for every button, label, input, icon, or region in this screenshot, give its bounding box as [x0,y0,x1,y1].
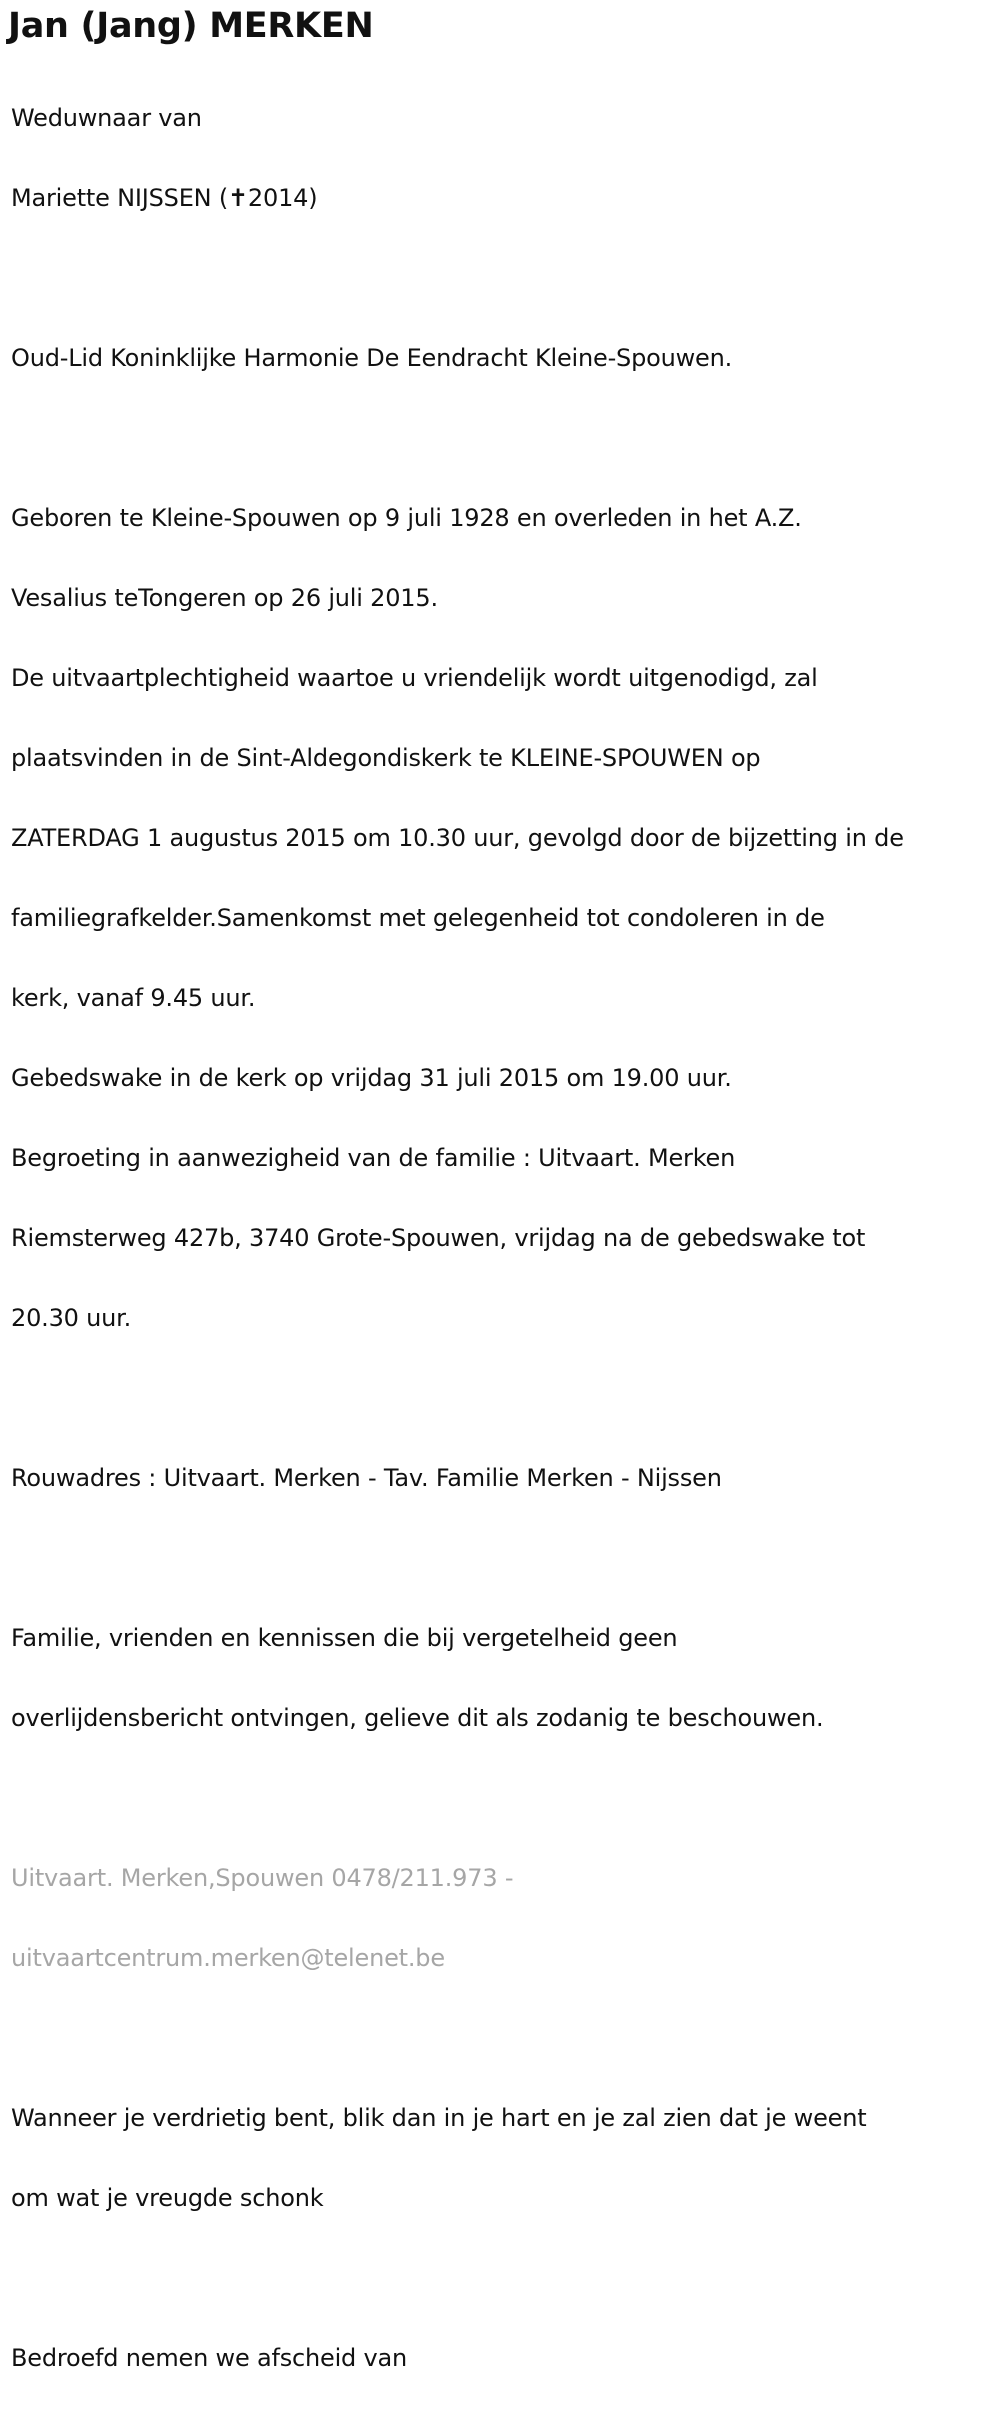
funeral-home-block [11,1818,1000,2018]
details-line: Riemsterweg 427b, 3740 Grote-Spouwen, vrijdag na de gebedswake tot [11,1224,866,1252]
details-line: Geboren te Kleine-Spouwen op 9 juli 1928 en overleden in het A.Z. [11,504,802,532]
details-line: Gebedswake in de kerk op vrijdag 31 juli 2015 om 19.00 uur. [11,1064,732,1092]
details-line: De uitvaartplechtigheid waartoe u vriendelijk wordt uitgenodigd, zal [11,664,818,692]
spacer [11,1778,1000,1818]
quote-line: Wanneer je verdrietig bent, blik dan in je hart en je zal zien dat je weent [11,2104,867,2132]
details-line: plaatsvinden in de Sint-Aldegondiskerk te KLEINE-SPOUWEN op [11,744,761,772]
details-line: kerk, vanaf 9.45 uur. [11,984,256,1012]
membership-line [11,298,1000,418]
details-line: familiegrafkelder.Samenkomst met gelegenheid tot condoleren in de [11,904,825,932]
spouse-name: Mariette NIJSSEN (✝2014) [11,184,318,212]
details-line: Vesalius teTongeren op 26 juli 2015. [11,584,438,612]
notice-line: Familie, vrienden en kennissen die bij vergetelheid geen [11,1624,678,1652]
notice-line: overlijdensbericht ontvingen, gelieve dit als zodanig te beschouwen. [11,1704,824,1732]
spacer [11,2018,1000,2058]
details-line: ZATERDAG 1 augustus 2015 om 10.30 uur, gevolgd door de bijzetting in de [11,824,904,852]
details-block [11,458,1000,1378]
deceased-name: Jan (Jang) MERKEN [8,6,374,46]
mourning-address: Rouwadres : Uitvaart. Merken - Tav. Familie Merken - Nijssen [11,1464,722,1492]
mourning-address-block [11,1418,1000,1538]
spouse-block [11,58,1000,258]
spacer [11,418,1000,458]
quote-block [11,2058,1000,2258]
obituary-page [0,6,1000,2372]
membership-text: Oud-Lid Koninklijke Harmonie De Eendracht Kleine-Spouwen. [11,344,733,372]
closing-block [11,2298,1000,2418]
closing-line: Bedroefd nemen we afscheid van [11,2344,408,2372]
spacer [11,258,1000,298]
details-line: 20.30 uur. [11,1304,132,1332]
quote-line: om wat je vreugde schonk [11,2184,324,2212]
spacer [11,1378,1000,1418]
details-line: Begroeting in aanwezigheid van de familie : Uitvaart. Merken [11,1144,736,1172]
funeral-home-email: uitvaartcentrum.merken@telenet.be [11,1944,445,1972]
notice-block [11,1578,1000,1778]
funeral-home-contact: Uitvaart. Merken,Spouwen 0478/211.973 - [11,1864,514,1892]
spouse-label: Weduwnaar van [11,104,202,132]
spacer [11,2258,1000,2298]
spacer [11,1538,1000,1578]
